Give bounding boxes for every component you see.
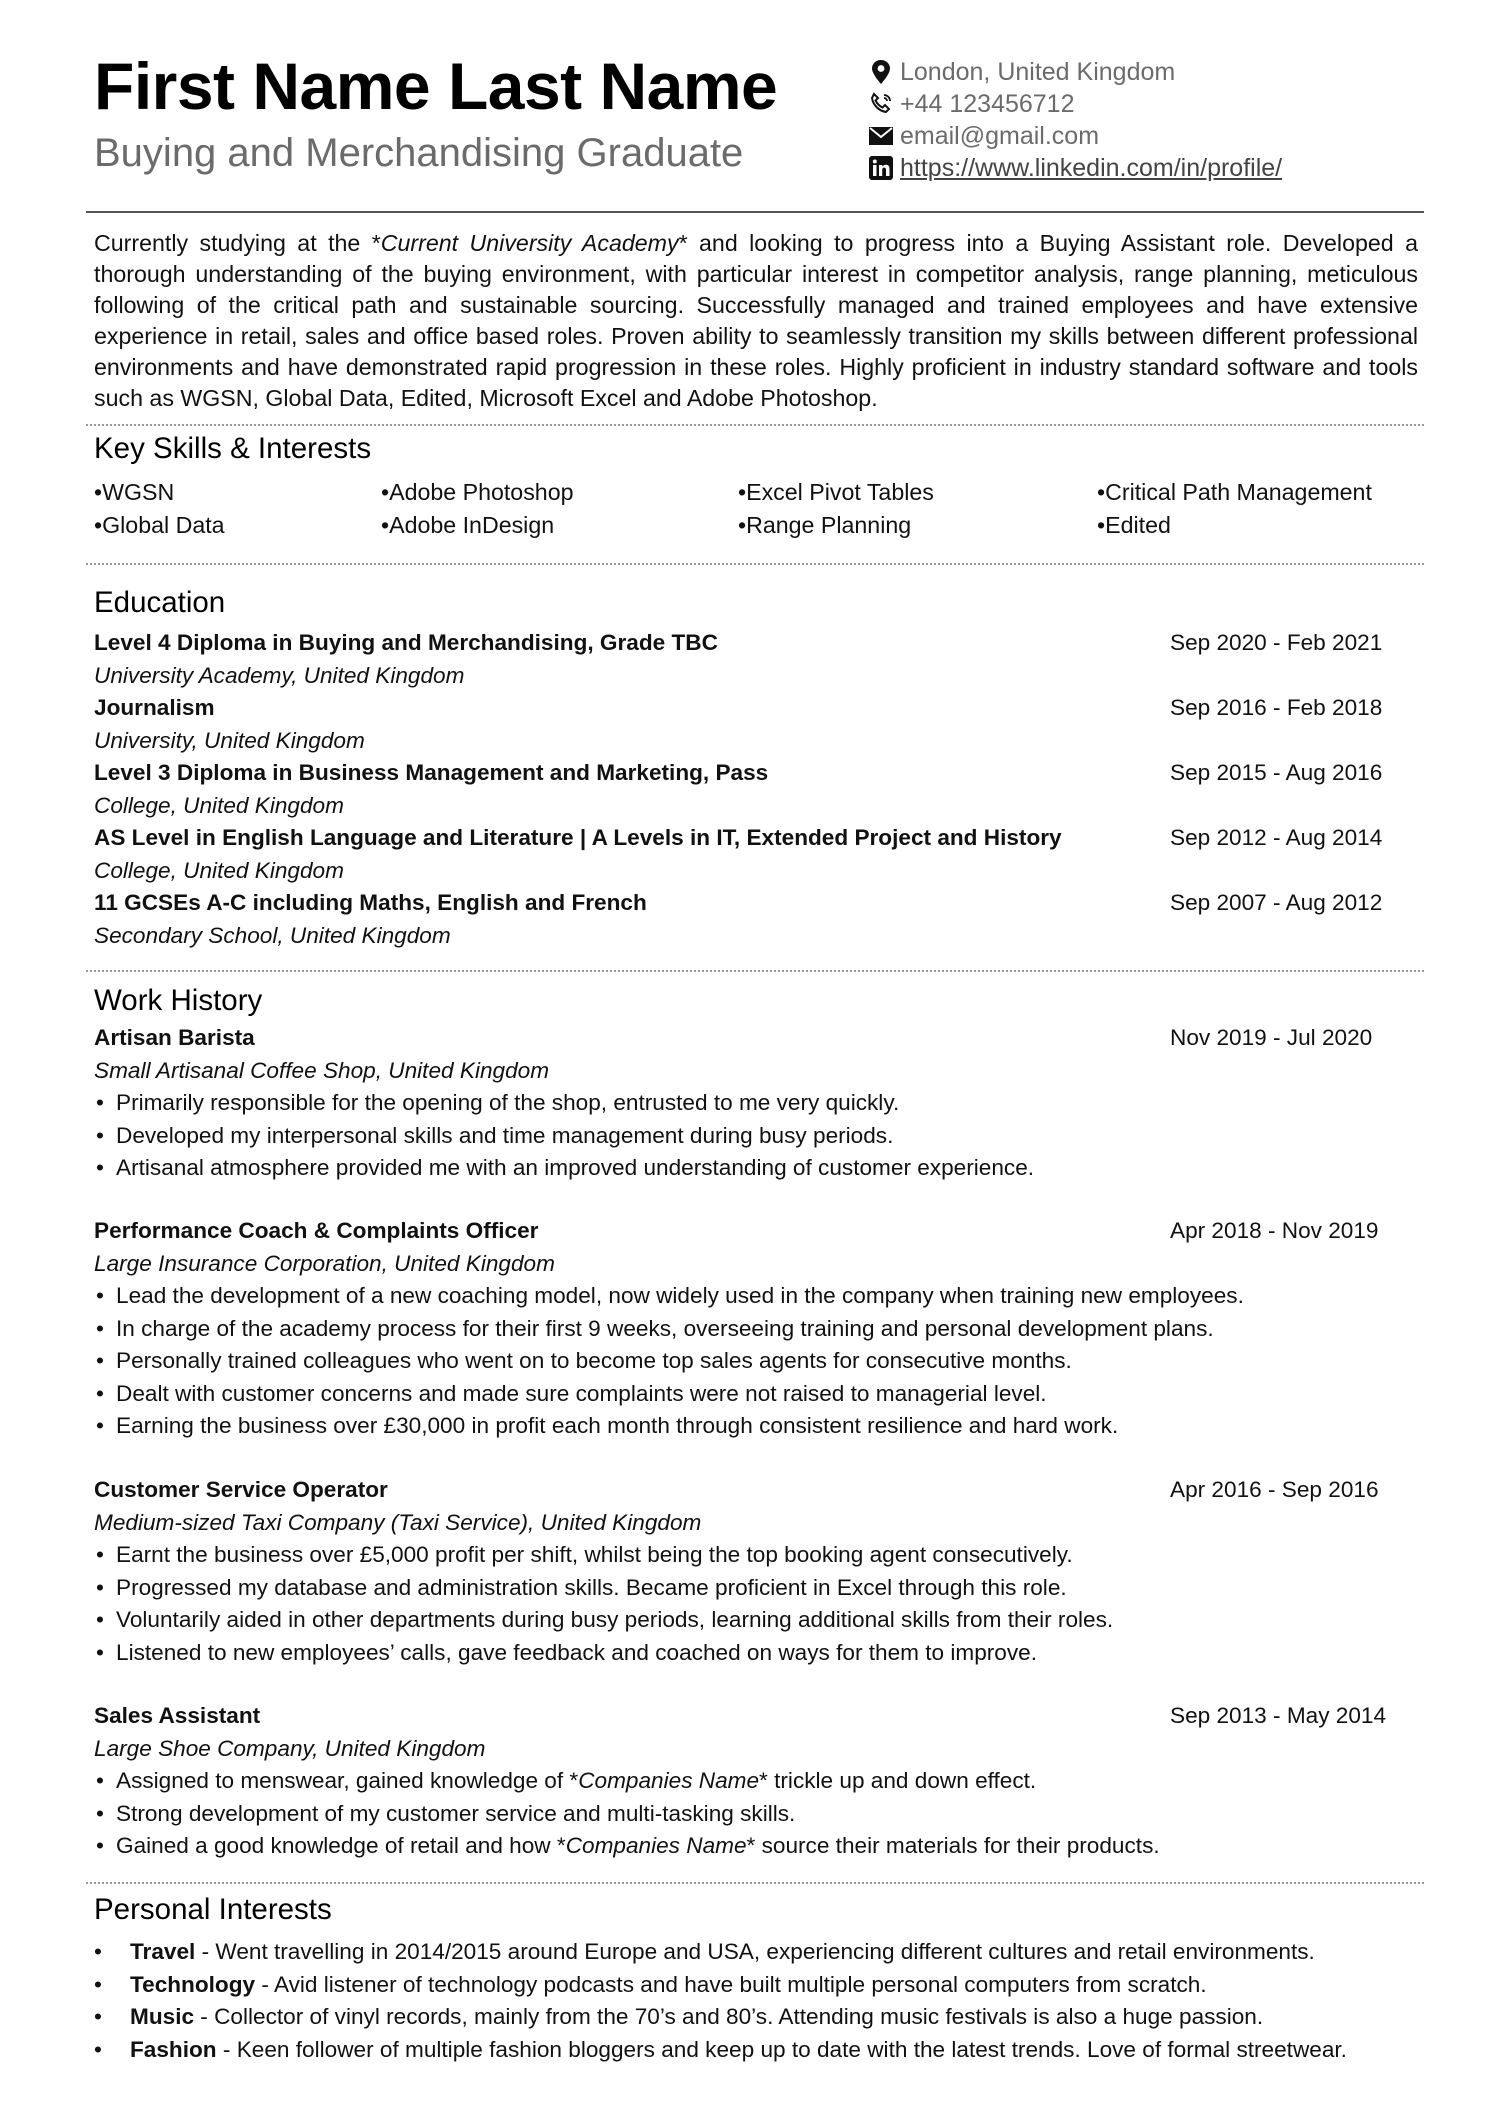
date-range: Sep 2015 - Aug 2016 [1170, 760, 1383, 785]
list-item: • Travel - Went travelling in 2014/2015 around Europe and USA, experiencing different cultures and retail environments. [94, 1936, 1434, 1969]
skill-item: •Excel Pivot Tables [738, 479, 934, 505]
skill-item: •Global Data [94, 511, 225, 538]
employer: Large Insurance Corporation, United Kingdom [94, 1250, 555, 1276]
job-title: Performance Coach & Complaints Officer [94, 1218, 539, 1243]
list-item: • Progressed my database and administration skills. Became proficient in Excel through this role. [94, 1572, 1384, 1605]
list-item: • Technology - Avid listener of technology podcasts and have built multiple personal computers from scratch. [94, 1969, 1434, 2002]
list-item: • Music - Collector of vinyl records, mainly from the 70’s and 80’s. Attending music festivals is also a huge passion. [94, 2001, 1434, 2034]
list-item: • Listened to new employees’ calls, gave feedback and coached on ways for them to improve. [94, 1637, 1384, 1670]
section-divider [86, 563, 1424, 565]
job-title: Sales Assistant [94, 1703, 261, 1728]
skills-heading: Key Skills & Interests [94, 432, 372, 465]
skill-item: •Adobe Photoshop [381, 479, 574, 505]
date-range: Sep 2012 - Aug 2014 [1170, 825, 1383, 850]
job-entry [94, 1700, 1387, 1863]
education-entry [94, 692, 1384, 757]
job-entry [94, 1215, 1384, 1443]
responsibility-list [94, 1765, 1384, 1863]
education-entry [94, 822, 1384, 887]
interests-list [94, 1936, 1434, 2066]
skill-item: •Range Planning [738, 511, 912, 538]
list-item: • Earnt the business over £5,000 profit per shift, whilst being the top booking agent consecutively. [94, 1539, 1384, 1572]
candidate-title: Buying and Merchandising Graduate [94, 131, 744, 175]
skill-item: •WGSN [94, 479, 175, 505]
list-item: • Dealt with customer concerns and made sure complaints were not raised to managerial level. [94, 1378, 1384, 1411]
list-item: • Gained a good knowledge of retail and how *Companies Name* source their materials for their products. [94, 1830, 1384, 1863]
institution: College, United Kingdom [94, 857, 344, 883]
phone-text: +44 123456712 [900, 89, 1075, 118]
contact-info [868, 56, 1468, 184]
contact-linkedin [868, 152, 1468, 184]
employer: Medium-sized Taxi Company (Taxi Service), United Kingdom [94, 1509, 702, 1535]
qualification-title: 11 GCSEs A-C including Maths, English and French [94, 890, 647, 915]
list-item: • Lead the development of a new coaching model, now widely used in the company when training new employees. [94, 1280, 1384, 1313]
education-entry [94, 887, 1384, 952]
qualification-title: Level 3 Diploma in Business Management and Marketing, Pass [94, 760, 769, 785]
job-title: Customer Service Operator [94, 1477, 388, 1502]
date-range: Sep 2007 - Aug 2012 [1170, 890, 1383, 915]
date-range: Apr 2016 - Sep 2016 [1170, 1477, 1379, 1502]
skill-item: •Adobe InDesign [381, 511, 555, 538]
qualification-title: Journalism [94, 695, 215, 720]
location-text: London, United Kingdom [900, 57, 1176, 86]
responsibility-list [94, 1280, 1384, 1443]
profile-summary: Currently studying at the *Current University Academy* and looking to progress into a Buying Assistant role. Developed a thorough understanding of the buying environment, with particular interest in competitor analysis, range planning, meticulous following of the critical path and sustainable sourcing. Successfully managed and trained employees and have extensive experience in retail, sales and office based roles. Proven ability to seamlessly transition my skills between different professional environments and have demonstrated rapid progression in these roles. Highly proficient in industry standard software and tools such as WGSN, Global Data, Edited, Microsoft Excel and Adobe Photoshop. [94, 230, 1418, 411]
job-entry [94, 1022, 1384, 1185]
contact-phone [868, 88, 1468, 120]
education-list [94, 627, 1384, 952]
institution: University Academy, United Kingdom [94, 662, 465, 688]
email-text[interactable]: email@gmail.com [900, 121, 1100, 150]
job-title: Artisan Barista [94, 1025, 255, 1050]
institution: University, United Kingdom [94, 727, 365, 753]
list-item: • Primarily responsible for the opening of the shop, entrusted to me very quickly. [94, 1087, 1384, 1120]
phone-icon [868, 91, 894, 117]
list-item: • Artisanal atmosphere provided me with an improved understanding of customer experience. [94, 1152, 1384, 1185]
candidate-name: First Name Last Name [94, 49, 778, 123]
employer: Large Shoe Company, United Kingdom [94, 1735, 486, 1761]
section-divider [86, 1882, 1424, 1884]
skill-item: •Edited [1097, 511, 1171, 538]
list-item: • Personally trained colleagues who went on to become top sales agents for consecutive months. [94, 1345, 1384, 1378]
skills-grid [94, 476, 1434, 541]
institution: College, United Kingdom [94, 792, 344, 818]
work-heading: Work History [94, 984, 263, 1017]
skills-row [94, 509, 1434, 542]
envelope-icon [868, 123, 894, 149]
contact-location [868, 56, 1468, 88]
header-divider [86, 211, 1424, 213]
interests-heading: Personal Interests [94, 1893, 332, 1926]
list-item: • Fashion - Keen follower of multiple fashion bloggers and keep up to date with the latest trends. Love of formal streetwear. [94, 2034, 1434, 2067]
date-range: Nov 2019 - Jul 2020 [1170, 1025, 1373, 1050]
date-range: Sep 2020 - Feb 2021 [1170, 630, 1383, 655]
education-entry [94, 627, 1384, 692]
list-item: • Assigned to menswear, gained knowledge of *Companies Name* trickle up and down effect. [94, 1765, 1384, 1798]
job-entry [94, 1474, 1384, 1669]
section-divider [86, 424, 1424, 426]
institution: Secondary School, United Kingdom [94, 922, 451, 948]
linkedin-link[interactable]: https://www.linkedin.com/in/profile/ [900, 153, 1283, 182]
qualification-title: AS Level in English Language and Literature | A Levels in IT, Extended Project and History [94, 825, 1062, 850]
linkedin-icon [868, 155, 894, 181]
list-item: • In charge of the academy process for their first 9 weeks, overseeing training and personal development plans. [94, 1313, 1384, 1346]
location-pin-icon [868, 59, 894, 85]
employer: Small Artisanal Coffee Shop, United Kingdom [94, 1057, 550, 1083]
responsibility-list [94, 1539, 1384, 1669]
qualification-title: Level 4 Diploma in Buying and Merchandising, Grade TBC [94, 630, 718, 655]
list-item: • Strong development of my customer service and multi-tasking skills. [94, 1798, 1384, 1831]
section-divider [86, 970, 1424, 972]
date-range: Apr 2018 - Nov 2019 [1170, 1218, 1379, 1243]
date-range: Sep 2016 - Feb 2018 [1170, 695, 1383, 720]
skill-item: •Critical Path Management [1097, 479, 1372, 505]
education-entry [94, 757, 1384, 822]
education-heading: Education [94, 586, 226, 619]
list-item: • Voluntarily aided in other departments during busy periods, learning additional skills from their roles. [94, 1604, 1384, 1637]
skills-row [94, 476, 1434, 509]
date-range: Sep 2013 - May 2014 [1170, 1703, 1387, 1728]
list-item: • Developed my interpersonal skills and time management during busy periods. [94, 1120, 1384, 1153]
responsibility-list [94, 1087, 1384, 1185]
contact-email [868, 120, 1468, 152]
list-item: • Earning the business over £30,000 in profit each month through consistent resilience and hard work. [94, 1410, 1384, 1443]
